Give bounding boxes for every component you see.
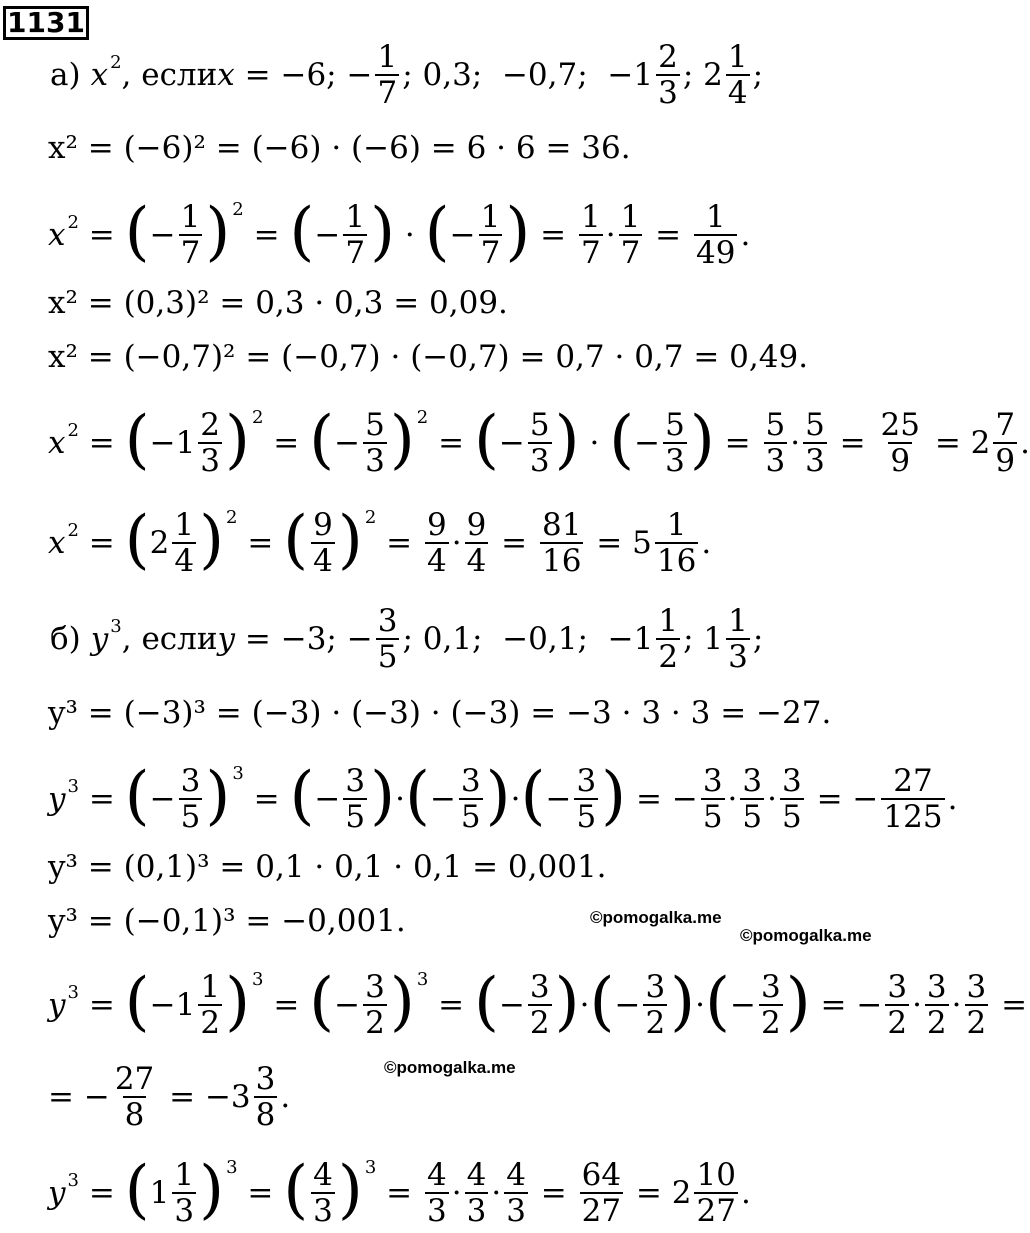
part-a-condition-var: x — [217, 57, 235, 93]
part-b-values: = −3; — [244, 621, 337, 657]
part-b-line-7: y 3 = ( 1 $\frac{1}{3}$ ) 3 = ( $\frac{4}{3}$ ) 3 = $\frac{4}{3}$ · $\frac{4}{3}$ · $\frac{4}{3}$ = $\frac{64}{27}$ = 2 $\frac{10}{27}$ . — [48, 1153, 751, 1229]
part-b-line-1: y³ = (−3)³ = (−3) · (−3) · (−3) = −3 · 3 · 3 = −27. — [48, 695, 832, 731]
part-a-line-4: x² = (−0,7)² = (−0,7) · (−0,7) = 0,7 · 0,7 = 0,49. — [48, 339, 809, 375]
part-b-condition: , если — [121, 621, 218, 657]
part-b-exp: 3 — [110, 615, 122, 637]
watermark-1: ©pomogalka.me — [590, 908, 722, 927]
part-a-condition: , если — [121, 57, 218, 93]
part-b-line-4: y³ = (−0,1)³ = −0,001. — [48, 903, 406, 939]
watermark-3: ©pomogalka.me — [384, 1058, 516, 1077]
part-a-line-1: x² = (−6)² = (−6) · (−6) = 6 · 6 = 36. — [48, 130, 631, 166]
part-b-header: б) y 3 , если y = −3; − $\frac{3}{5}$ ; 0,1; −0,1; −1 $\frac{1}{2}$ ; 1 $\frac{1}{3}$ ; — [50, 603, 764, 675]
part-b-line-5: y 3 = ( −1 $\frac{1}{2}$ ) 3 = ( − $\frac{3}{2}$ ) 3 = ( − $\frac{3}{2}$ ) · ( − $\frac{3}{2}$ ) · ( − $\frac{3}{2}$ ) = − $\frac{3}{2}$ · $\frac{3}{2}$ · $\frac{3}{2}$ = — [48, 965, 1028, 1041]
part-a-line-6: x 2 = ( 2 $\frac{1}{4}$ ) 2 = ( $\frac{9}{4}$ ) 2 = $\frac{9}{4}$ · $\frac{9}{4}$ = $\frac{81}{16}$ = 5 $\frac{1}{16}$ . — [48, 503, 712, 579]
part-a-header: а) x 2 , если x = −6; − $\frac{1}{7}$ ; 0,3; −0,7; −1 $\frac{2}{3}$ ; 2 $\frac{1}{4}$ ; — [50, 39, 764, 111]
part-a-var: x — [90, 57, 109, 93]
task-number: 1131 — [3, 6, 89, 40]
watermark-2: ©pomogalka.me — [740, 926, 872, 945]
part-a-line-3: x² = (0,3)² = 0,3 · 0,3 = 0,09. — [48, 285, 508, 321]
part-a-line-5: x 2 = ( −1 $\frac{2}{3}$ ) 2 = ( − $\frac{5}{3}$ ) 2 = ( − $\frac{5}{3}$ ) · ( − $\frac{5}{3}$ ) = $\frac{5}{3}$ · $\frac{5}{3}$ = $\frac{25}{9}$ = 2 $\frac{7}{9}$ . — [48, 403, 1030, 479]
part-b-line-6: = − $\frac{27}{8}$ = −3 $\frac{3}{8}$ . — [48, 1061, 291, 1133]
part-b-condition-var: y — [217, 621, 236, 657]
part-a-label: а) — [50, 57, 81, 93]
part-b-line-2: y 3 = ( − $\frac{3}{5}$ ) 3 = ( − $\frac{3}{5}$ ) · ( − $\frac{3}{5}$ ) · ( − $\frac{3}{5}$ ) = − $\frac{3}{5}$ · $\frac{3}{5}$ · $\frac{3}{5}$ = − $\frac{27}{125}$ . — [48, 759, 958, 835]
part-b-var: y — [90, 621, 109, 657]
part-a-exp: 2 — [110, 51, 122, 73]
part-b-line-3: y³ = (0,1)³ = 0,1 · 0,1 · 0,1 = 0,001. — [48, 849, 607, 885]
part-a-line-2: x 2 = ( − $\frac{1}{7}$ ) 2 = ( − $\frac{1}{7}$ ) · ( − $\frac{1}{7}$ ) = $\frac{1}{7}$ · $\frac{1}{7}$ = $\frac{1}{49}$ . — [48, 195, 751, 271]
part-a-values: = −6; — [244, 57, 337, 93]
part-b-label: б) — [50, 621, 81, 657]
